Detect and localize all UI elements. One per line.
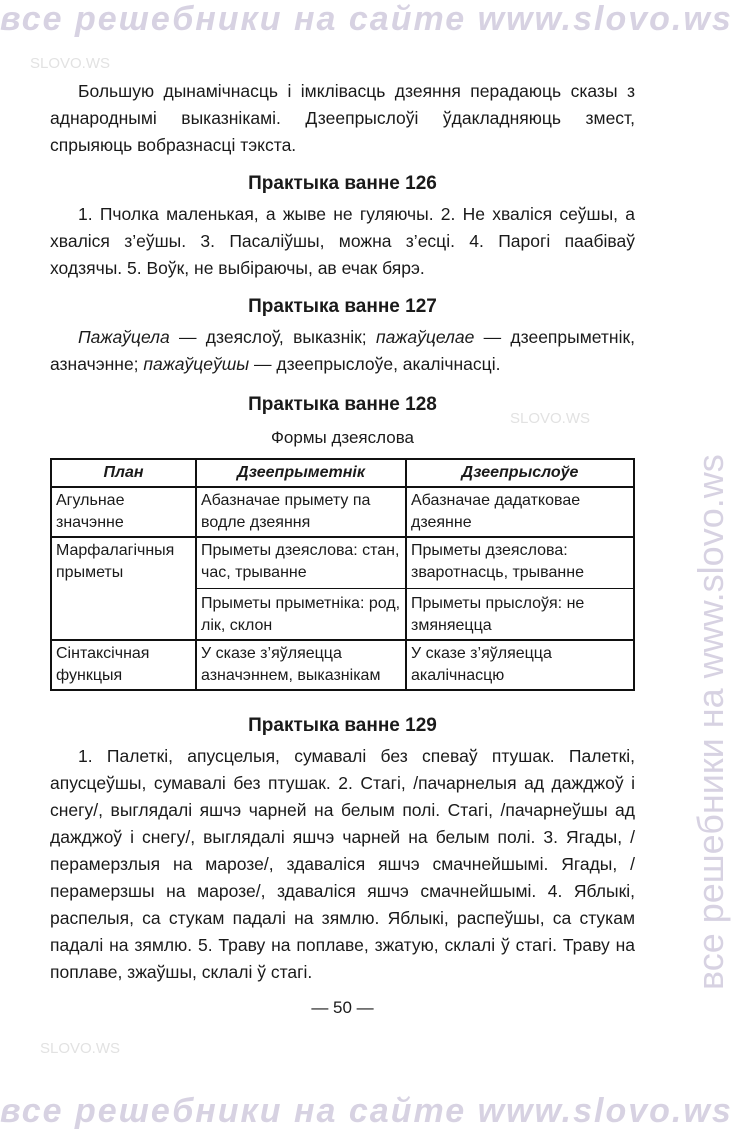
table-row bbox=[51, 537, 634, 640]
gerund-verb-features: Прыметы дзеяслова: зваротнасць, трыванне bbox=[411, 542, 584, 581]
table-header-row bbox=[51, 459, 634, 487]
participle-verb-features: Прыметы дзеяслова: стан, час, трыванне bbox=[201, 542, 400, 581]
exercise-127-title: Практыка ванне 127 bbox=[248, 296, 437, 317]
cell-gerund-function: У сказе з’яўляецца акалічнасцю bbox=[406, 640, 634, 690]
watermark-side: все решебники на www.slovo.ws bbox=[690, 454, 731, 990]
exercise-129-title: Практыка ванне 129 bbox=[248, 715, 437, 736]
table-caption: Формы дзеяслова bbox=[270, 428, 414, 447]
cell-gerund-meaning: Абазначае дадатковае дзеянне bbox=[406, 487, 634, 537]
watermark-small: SLOVO.WS bbox=[510, 410, 591, 427]
cell-participle-meaning: Абазначае прымету па водле дзеяння bbox=[196, 487, 406, 537]
cell-syntactic-function: Сінтаксічная функцыя bbox=[51, 640, 196, 690]
word-pazhautseushy: пажаўцеўшы bbox=[143, 354, 250, 374]
exercise-127-text: Пажаўцела — дзеяслоў, выказнік; пажаўцелае — дзеепрыметнік, азначэнне; пажаўцеўшы — дзеепрыслоўе, акалічнасці. bbox=[50, 327, 635, 374]
cell-gerund-features bbox=[406, 537, 634, 640]
watermark-small: SLOVO.WS bbox=[30, 55, 111, 72]
intro-paragraph: Большую дынамічнасць і імклівасць дзеяння перадаюць сказы з аднароднымі выказнікамі. Дзеепрыслоўі ўдакладняюць змест, спрыяюць вобразнасці тэкста. bbox=[50, 81, 635, 155]
participle-adjective-features: Прыметы прыметніка: род, лік, склон bbox=[197, 588, 405, 637]
table-row bbox=[51, 487, 634, 537]
table-row bbox=[51, 640, 634, 690]
verb-forms-table bbox=[50, 458, 635, 691]
word-pazhautselae: пажаўцелае bbox=[375, 327, 475, 347]
cell-participle-features bbox=[196, 537, 406, 640]
exercise-129-text: 1. Палеткі, апусцелыя, сумавалі без спеваў птушак. Палеткі, апусцеўшы, сумавалі без птушак. 2. Стагі, /пачарнелыя ад дажджоў і снегу/, выглядалі яшчэ чарней на белым полі. Стагі, /пачарнеўшы ад дажджоў і снегу/, выглядалі яшчэ чарней на белым полі. 3. Ягады, /перамерзлыя на марозе/, здаваліся яшчэ смачнейшымі. Ягады, /перамерзшы на марозе/, здаваліся яшчэ смачнейшымі. 4. Яблыкі, распелыя, са стукам падалі на зямлю. Яблыкі, распеўшы, са стукам падалі на зямлю. 5. Траву на поплаве, зжатую, склалі ў стагі. Траву на поплаве, зжаўшы, склалі ў стагі. bbox=[50, 746, 635, 982]
watermark-top: все решебники на сайте www.slovo.ws bbox=[0, 0, 733, 38]
watermark-small: SLOVO.WS bbox=[40, 1040, 121, 1057]
exercise-126-text: 1. Пчолка маленькая, а жыве не гуляючы. 2. Не хваліся сеўшы, а хваліся з’еўшы. 3. Пасаліўшы, можна з’есці. 4. Парогі паабіваў ходзячы. 5. Воўк, не выбіраючы, ав ечак бярэ. bbox=[50, 204, 635, 278]
header-gerund: Дзеепрыслоўе bbox=[406, 459, 634, 487]
header-plan: План bbox=[51, 459, 196, 487]
word-pazhautsela: Пажаўцела bbox=[78, 327, 170, 347]
cell-general-meaning: Агульнае значэнне bbox=[51, 487, 196, 537]
exercise-128-title: Практыка ванне 128 bbox=[248, 394, 437, 415]
cell-morphological-features: Марфалагічныя прыметы bbox=[51, 537, 196, 640]
exercise-126-title: Практыка ванне 126 bbox=[248, 173, 437, 194]
page-number: — 50 — bbox=[311, 998, 374, 1017]
header-participle: Дзеепрыметнік bbox=[196, 459, 406, 487]
watermark-bottom: все решебники на сайте www.slovo.ws bbox=[0, 1092, 733, 1130]
page-content bbox=[50, 78, 635, 1021]
gerund-adverb-features: Прыметы прыслоўя: не змяняецца bbox=[407, 588, 633, 637]
cell-participle-function: У сказе з’яўляецца азначэннем, выказнікам bbox=[196, 640, 406, 690]
